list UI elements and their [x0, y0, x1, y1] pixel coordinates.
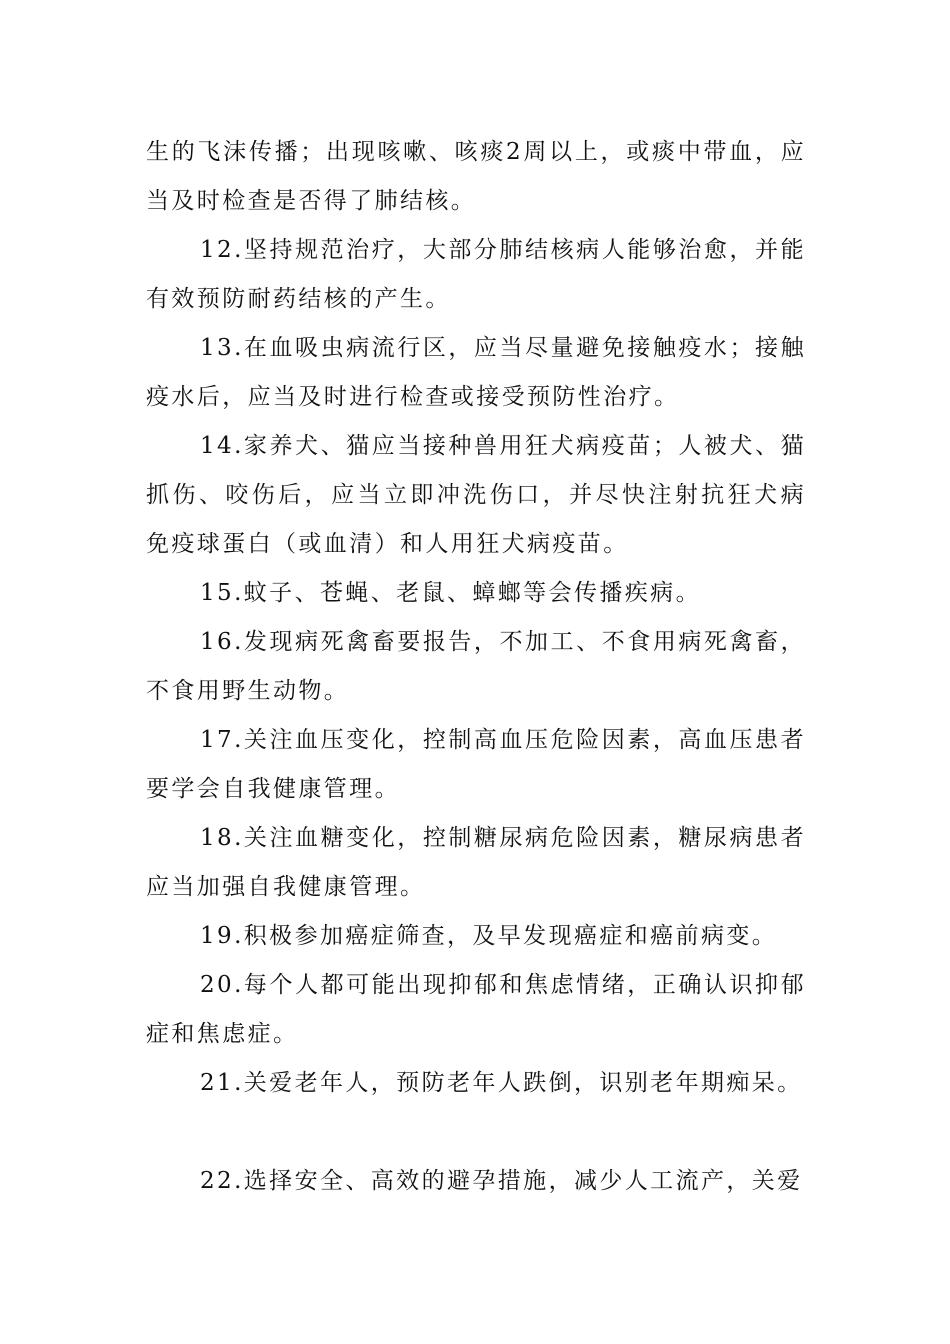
- document-body: [146, 128, 806, 1206]
- paragraph-item-17: 17.关注血压变化，控制高血压危险因素，高血压患者要学会自我健康管理。: [146, 727, 806, 802]
- paragraph-item-16: 16.发现病死禽畜要报告，不加工、不食用病死禽畜，不食用野生动物。: [146, 629, 806, 704]
- paragraph-item-15: 15.蚊子、苍蝇、老鼠、蟑螂等会传播疾病。: [200, 580, 701, 606]
- paragraph-item-13: 13.在血吸虫病流行区，应当尽量避免接触疫水；接触疫水后，应当及时进行检查或接受预防性治疗。: [146, 335, 806, 410]
- paragraph-gap: [146, 1108, 806, 1157]
- paragraph-item-14: 14.家养犬、猫应当接种兽用狂犬病疫苗；人被犬、猫抓伤、咬伤后，应当立即冲洗伤口，并尽快注射抗狂犬病免疫球蛋白（或血清）和人用狂犬病疫苗。: [146, 433, 806, 557]
- paragraph-continuation-11: 生的飞沫传播；出现咳嗽、咳痰2周以上，或痰中带血，应当及时检查是否得了肺结核。: [146, 139, 806, 214]
- paragraph-item-19: 19.积极参加癌症筛查，及早发现癌症和癌前病变。: [200, 923, 778, 949]
- paragraph-item-21: 21.关爱老年人，预防老年人跌倒，识别老年期痴呆。: [200, 1070, 803, 1096]
- paragraph-item-12: 12.坚持规范治疗，大部分肺结核病人能够治愈，并能有效预防耐药结核的产生。: [146, 237, 806, 312]
- paragraph-item-20: 20.每个人都可能出现抑郁和焦虑情绪，正确认识抑郁症和焦虑症。: [146, 972, 806, 1047]
- paragraph-item-22: 22.选择安全、高效的避孕措施，减少人工流产，关爱: [200, 1168, 803, 1194]
- paragraph-item-18: 18.关注血糖变化，控制糖尿病危险因素，糖尿病患者应当加强自我健康管理。: [146, 825, 806, 900]
